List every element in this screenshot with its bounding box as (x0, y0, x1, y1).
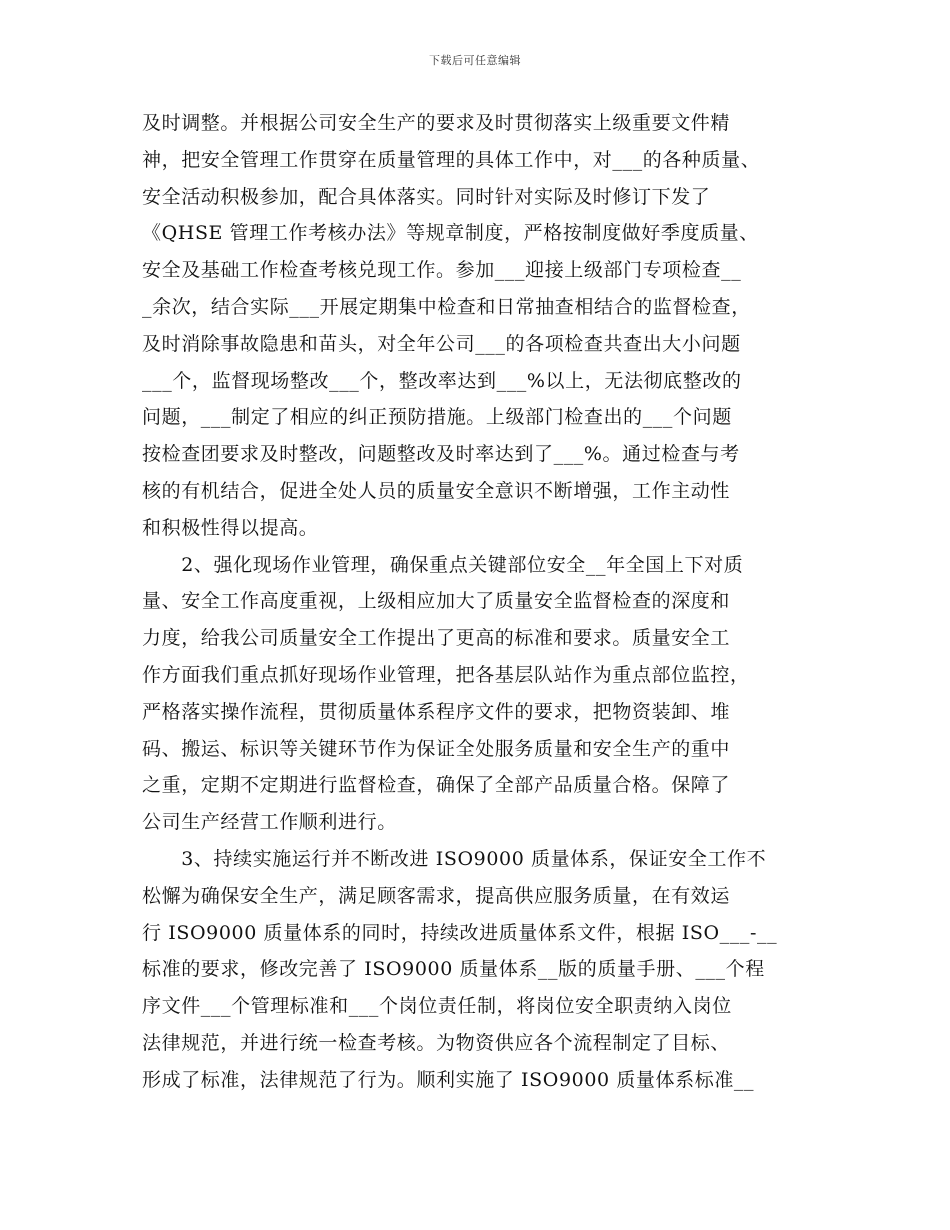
text-line: 安全及基础工作检查考核兑现工作。参加___迎接上级部门专项检查__ (142, 259, 742, 282)
text-line: 核的有机结合，促进全处人员的质量安全意识不断增强，工作主动性 (142, 479, 731, 502)
text-line: 码、搬运、标识等关键环节作为保证全处服务质量和安全生产的重中 (142, 737, 731, 760)
text-line: 问题，___制定了相应的纠正预防措施。上级部门检查出的___个问题 (142, 406, 732, 429)
document-body (142, 105, 832, 1099)
text-line: 及时调整。并根据公司安全生产的要求及时贯彻落实上级重要文件精 (142, 112, 731, 134)
text-line: ___个，监督现场整改___个，整改率达到___%以上，无法彻底整改的 (142, 369, 742, 392)
page-header: 下载后可任意编辑 (429, 54, 521, 67)
text-line: 松懈为确保安全生产，满足顾客需求，提高供应服务质量，在有效运 (142, 884, 731, 907)
text-line: 3、持续实施运行并不断改进 ISO9000 质量体系，保证安全工作不 (142, 847, 767, 870)
text-line: 行 ISO9000 质量体系的同时，持续改进质量体系文件，根据 ISO___-__ (142, 921, 778, 944)
text-line: 及时消除事故隐患和苗头，对全年公司___的各项检查共查出大小问题 (142, 332, 741, 355)
text-line: 标准的要求，修改完善了 ISO9000 质量体系__版的质量手册、___个程 (142, 958, 765, 981)
text-line: 公司生产经营工作顺利进行。 (142, 811, 397, 834)
text-line: _余次，结合实际___开展定期集中检查和日常抽查相结合的监督检查， (142, 295, 751, 318)
text-line: 序文件___个管理标准和___个岗位责任制，将岗位安全职责纳入岗位 (142, 995, 732, 1018)
text-line: 法律规范，并进行统一检查考核。为物资供应各个流程制定了目标、 (142, 1031, 731, 1054)
text-line: 安全活动积极参加，配合具体落实。同时针对实际及时修订下发了 (142, 185, 711, 208)
text-line: 神，把安全管理工作贯穿在质量管理的具体工作中，对___的各种质量、 (142, 148, 761, 171)
text-line: 力度，给我公司质量安全工作提出了更高的标准和要求。质量安全工 (142, 627, 731, 650)
text-line: 形成了标准，法律规范了行为。顺利实施了 ISO9000 质量体系标准__ (142, 1068, 755, 1091)
text-line: 和积极性得以提高。 (142, 516, 319, 539)
text-line: 2、强化现场作业管理，确保重点关键部位安全__年全国上下对质 (142, 553, 744, 576)
text-line: 按检查团要求及时整改，问题整改及时率达到了___%。通过检查与考 (142, 443, 740, 466)
text-line: 严格落实操作流程，贯彻质量体系程序文件的要求，把物资装卸、堆 (142, 700, 731, 723)
text-line: 作方面我们重点抓好现场作业管理，把各基层队站作为重点部位监控， (142, 663, 750, 686)
text-line: 《QHSE 管理工作考核办法》等规章制度，严格按制度做好季度质量、 (142, 222, 759, 245)
text-line: 之重，定期不定期进行监督检查，确保了全部产品质量合格。保障了 (142, 774, 731, 797)
text-line: 量、安全工作高度重视，上级相应加大了质量安全监督检查的深度和 (142, 590, 731, 613)
